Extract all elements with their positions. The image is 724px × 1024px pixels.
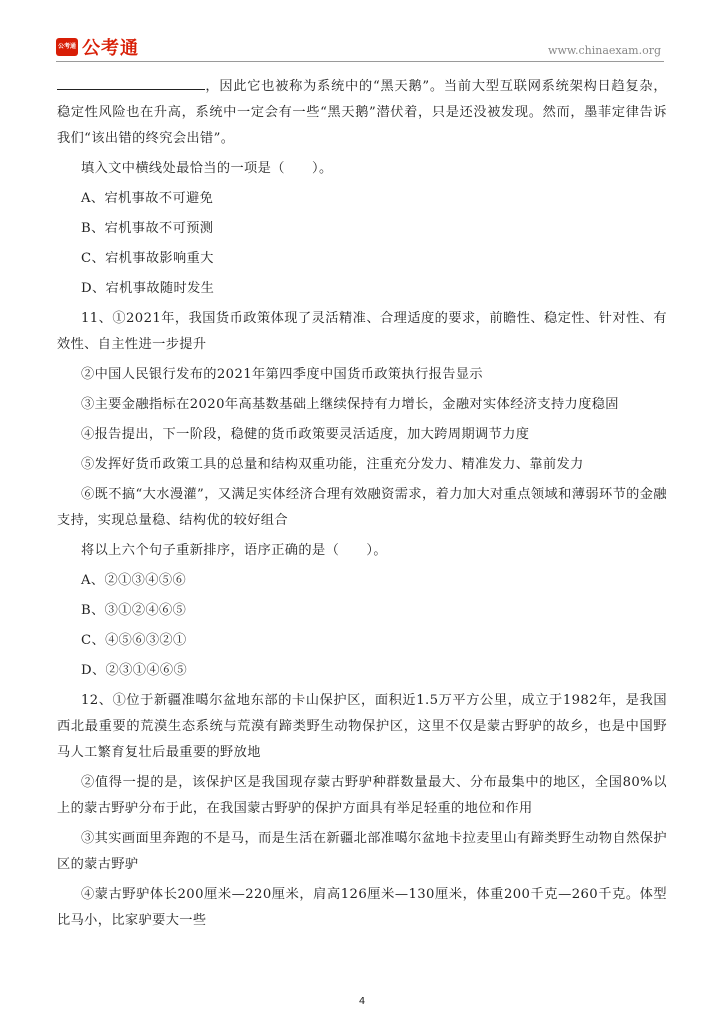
- site-url[interactable]: www.chinaexam.org: [548, 44, 661, 57]
- q11-option-d: D、②③①④⑥⑤: [81, 663, 188, 678]
- q11-sentence-3: ③主要金融指标在2020年高基数基础上继续保持有力增长，金融对实体经济支持力度稳固: [81, 397, 619, 412]
- q11-sentence-1: 11、①2021年，我国货币政策体现了灵活精准、合理适度的要求，前瞻性、稳定性、针对性、有效性、自主性进一步提升: [57, 311, 667, 352]
- logo-text: 公考通: [82, 38, 139, 59]
- q11-sentence-5: ⑤发挥好货币政策工具的总量和结构双重功能，注重充分发力、精准发力、靠前发力: [81, 457, 584, 472]
- page-number: 4: [358, 996, 366, 1007]
- q11-option-a: A、②①③④⑤⑥: [81, 573, 187, 588]
- q10-option-b: B、宕机事故不可预测: [81, 221, 214, 236]
- page-header: [0, 0, 724, 64]
- q11-sentence-2: ②中国人民银行发布的2021年第四季度中国货币政策执行报告显示: [81, 367, 484, 382]
- q12-sentence-1: 12、①位于新疆准噶尔盆地东部的卡山保护区，面积近1.5万平方公里，成立于1982年，是我国西北最重要的荒漠生态系统与荒漠有蹄类野生动物保护区，这里不仅是蒙古野驴的故乡，也是中国野马人工繁育复壮后最重要的野放地: [57, 693, 667, 760]
- q10-option-a: A、宕机事故不可避免: [81, 191, 214, 206]
- q11-sentence-4: ④报告提出，下一阶段，稳健的货币政策要灵活适度，加大跨周期调节力度: [81, 427, 530, 442]
- logo-badge: 公考通: [56, 38, 78, 56]
- answer-blank: [57, 77, 205, 90]
- header-divider: [56, 61, 664, 62]
- site-logo[interactable]: [56, 34, 139, 60]
- q11-option-b: B、③①②④⑥⑤: [81, 603, 187, 618]
- q12-sentence-4: ④蒙古野驴体长200厘米—220厘米，肩高126厘米—130厘米，体重200千克—260千克。体型比马小，比家驴要大一些: [57, 887, 667, 928]
- q11-sentence-6: ⑥既不搞“大水漫灌”，又满足实体经济合理有效融资需求，着力加大对重点领域和薄弱环节的金融支持，实现总量稳、结构优的较好组合: [57, 487, 667, 528]
- q12-sentence-3: ③其实画面里奔跑的不是马，而是生活在新疆北部准噶尔盆地卡拉麦里山有蹄类野生动物自然保护区的蒙古野驴: [57, 831, 667, 872]
- q11-option-c: C、④⑤⑥③②①: [81, 633, 187, 648]
- q11-prompt: 将以上六个句子重新排序，语序正确的是（ ）。: [81, 543, 387, 558]
- q10-option-d: D、宕机事故随时发生: [81, 281, 215, 296]
- q12-sentence-2: ②值得一提的是，该保护区是我国现存蒙古野驴种群数量最大、分布最集中的地区，全国80%以上的蒙古野驴分布于此，在我国蒙古野驴的保护方面具有举足轻重的地位和作用: [57, 775, 667, 816]
- document-body: [57, 74, 667, 934]
- q10-option-c: C、宕机事故影响重大: [81, 251, 214, 266]
- q10-passage-end: ，因此它也被称为系统中的“黑天鹅”。当前大型互联网系统架构日趋复杂，稳定性风险也在升高，系统中一定会有一些“黑天鹅”潜伏着，只是还没被发现。然而，墨菲定律告诉我们“该出错的终究会出错”。: [57, 79, 667, 146]
- q10-prompt: 填入文中横线处最恰当的一项是（ ）。: [81, 161, 333, 176]
